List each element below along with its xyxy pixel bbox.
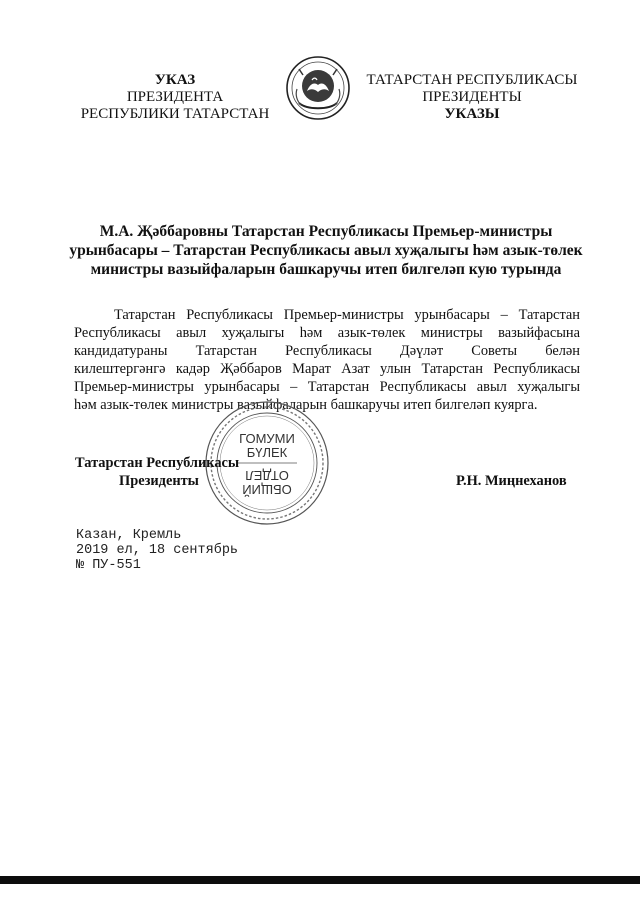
signature-position [75, 454, 275, 490]
header-right-president: ПРЕЗИДЕНТЫ [422, 89, 522, 105]
body-line: килештергәнгә кадәр Җәббаров Марат Азат улын Татарстан Республикасы [74, 361, 580, 377]
scan-bottom-border [0, 876, 640, 884]
decree-date: 2019 ел, 18 сентябрь [76, 543, 239, 558]
body-line: һәм азык-төлек министры вазыйфаларын башкаручы итеп билгеләп куярга. [74, 397, 538, 413]
body-line: Премьер-министры урынбасары – Татарстан Республикасы авыл хуҗалыгы [74, 379, 580, 395]
decree-place: Казан, Кремль [76, 528, 182, 543]
title-line: урынбасары – Татарстан Республикасы авыл хуҗалыгы һәм азык-төлек [69, 242, 583, 259]
header-right-block [352, 72, 592, 123]
header-right-republic: ТАТАРСТАН РЕСПУБЛИКАСЫ [366, 72, 578, 88]
title-line: М.А. Җәббаровны Татарстан Республикасы Премьер-министры [99, 223, 553, 240]
signatory-name: Р.Н. Миңнеханов [456, 473, 567, 489]
document-title [66, 222, 586, 279]
tatarstan-emblem-icon [285, 55, 351, 121]
place-date-number [76, 528, 238, 573]
header-left-block [62, 72, 288, 123]
signature-position-line: Татарстан Республикасы [75, 455, 240, 471]
body-line: Татарстан Республикасы Премьер-министры урынбасары – Татарстан [114, 307, 580, 323]
seal-text: ОТДЕЛ [245, 468, 289, 483]
body-line: кандидатураны Татарстан Республикасы Дәүләт Советы белән [74, 343, 580, 359]
signature-position-line: Президенты [119, 473, 199, 489]
decree-body [74, 306, 580, 414]
seal-text: БҮЛЕК [246, 445, 288, 460]
header-left-republic: РЕСПУБЛИКИ ТАТАРСТАН [80, 106, 270, 122]
seal-text: ОБЩИЙ [242, 482, 292, 497]
seal-text: ГОМУМИ [239, 431, 295, 446]
header-right-decree: УКАЗЫ [444, 106, 500, 122]
header-left-president: ПРЕЗИДЕНТА [126, 89, 224, 105]
title-line: министры вазыйфаларын башкаручы итеп билгеләп кую турында [90, 261, 562, 278]
header-left-decree: УКАЗ [154, 72, 196, 88]
decree-number: № ПУ-551 [76, 558, 141, 573]
body-line: Республикасы авыл хуҗалыгы һәм азык-төлек министры вазыйфасына [74, 325, 580, 341]
